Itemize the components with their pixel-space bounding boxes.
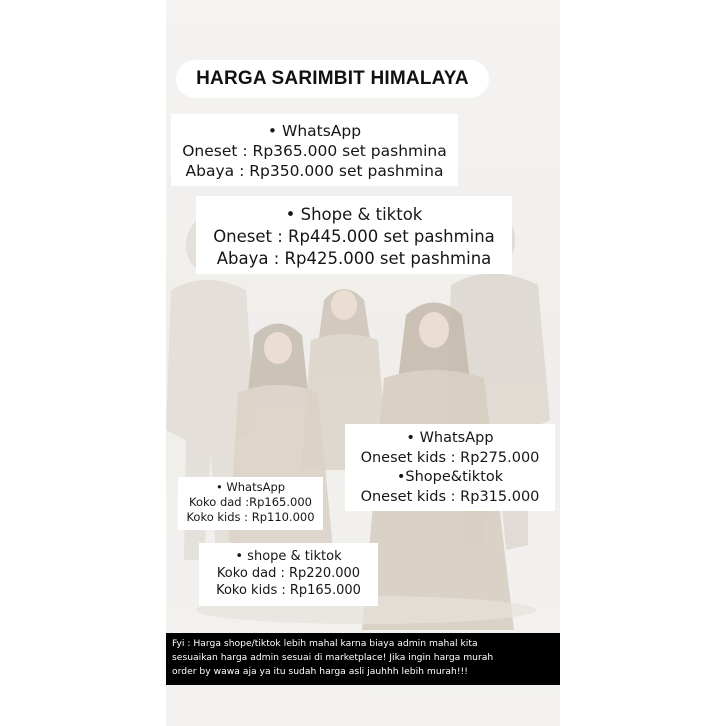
- fyi-note-line-2: sesuaikan harga admin sesuai di marketplace! Jika ingin harga murah: [172, 652, 494, 663]
- adult-whatsapp-price-box: [171, 114, 458, 186]
- adult-whatsapp-oneset-price: Oneset : Rp365.000 set pashmina: [182, 142, 447, 160]
- kids-whatsapp-price: Oneset kids : Rp275.000: [360, 449, 540, 466]
- fyi-note-line-3: order by wawa aja ya itu sudah harga asli jauhhh lebih murah!!!: [172, 666, 468, 677]
- koko-shope-kids-price: Koko kids : Rp165.000: [216, 583, 361, 598]
- adult-shope-abaya-price: Abaya : Rp425.000 set pashmina: [216, 249, 492, 268]
- adult-shope-heading: • Shope & tiktok: [285, 205, 423, 224]
- koko-whatsapp-kids-price: Koko kids : Rp110.000: [186, 510, 315, 524]
- family-photo-background: [166, 0, 560, 726]
- koko-whatsapp-price-box: [178, 477, 323, 530]
- adult-whatsapp-heading: • WhatsApp: [267, 122, 362, 140]
- koko-whatsapp-dad-price: Koko dad :Rp165.000: [189, 495, 312, 509]
- adult-shope-price-box: [196, 196, 512, 274]
- family-photo-illustration: [166, 0, 560, 726]
- adult-whatsapp-abaya-price: Abaya : Rp350.000 set pashmina: [185, 162, 444, 180]
- koko-whatsapp-heading: • WhatsApp: [215, 480, 286, 494]
- koko-shope-dad-price: Koko dad : Rp220.000: [216, 566, 361, 581]
- fyi-note-line-1: Fyi : Harga shope/tiktok lebih mahal karna biaya admin mahal kita: [172, 638, 478, 649]
- kids-whatsapp-heading: • WhatsApp: [406, 430, 494, 446]
- kids-price-box: [345, 424, 555, 511]
- koko-shope-price-box: [199, 543, 378, 606]
- fyi-note-banner: [166, 633, 560, 685]
- kids-shope-price: Oneset kids : Rp315.000: [360, 488, 540, 505]
- kids-shope-heading: •Shope&tiktok: [396, 469, 504, 485]
- adult-shope-oneset-price: Oneset : Rp445.000 set pashmina: [213, 227, 495, 246]
- koko-shope-heading: • shope & tiktok: [235, 549, 342, 564]
- page-title: HARGA SARIMBIT HIMALAYA: [176, 60, 489, 98]
